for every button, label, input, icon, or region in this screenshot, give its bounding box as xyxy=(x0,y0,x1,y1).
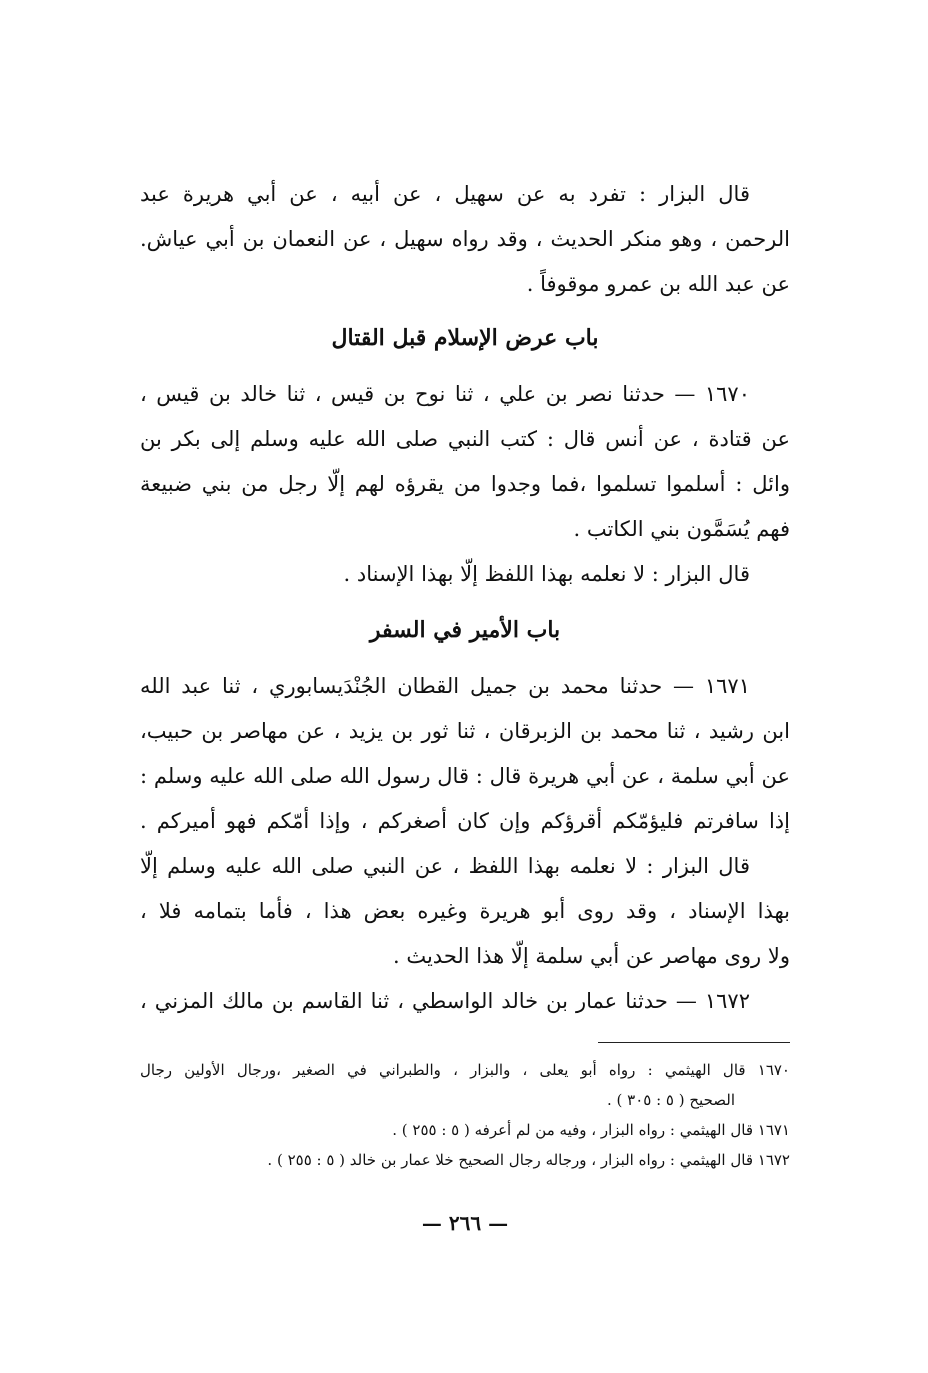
page-number: — ٢٦٦ — xyxy=(421,1211,509,1235)
hadith-1670-line-2: عن قتادة ، عن أنس قال : كتب النبي صلى الله عليه وسلم إلى بكر بن xyxy=(140,427,790,451)
footnote-1670-line-2: الصحيح ( ٥ : ٣٠٥ ) . xyxy=(606,1091,735,1109)
section-heading-1: باب عرض الإسلام قبل القتال xyxy=(331,325,599,351)
section-heading-2: باب الأمير في السفر xyxy=(369,617,561,643)
footnote-separator xyxy=(598,1042,790,1043)
intro-line-2: الرحمن ، وهو منكر الحديث ، وقد رواه سهيل ، عن النعمان بن أبي عياش. xyxy=(140,227,790,251)
footnote-1672: ١٦٧٢ قال الهيثمي : رواه البزار ، ورجاله رجال الصحيح خلا عمار بن خالد ( ٥ : ٢٥٥ ) . xyxy=(267,1151,790,1169)
intro-line-3: عن عبد الله بن عمرو موقوفاً . xyxy=(526,272,790,296)
bazzar-comment-1670: قال البزار : لا نعلمه بهذا اللفظ إلّا بهذا الإسناد . xyxy=(343,562,750,586)
hadith-1671-line-2: ابن رشيد ، ثنا محمد بن الزبرقان ، ثنا ثور بن يزيد ، عن مهاصر بن حبيب، xyxy=(140,719,790,743)
hadith-1672-line-1: ١٦٧٢ — حدثنا عمار بن خالد الواسطي ، ثنا القاسم بن مالك المزني ، xyxy=(140,989,750,1013)
intro-paragraph xyxy=(140,172,790,307)
hadith-1670-line-3: وائل : أسلموا تسلموا ،فما وجدوا من يقرؤه لهم إلّا رجل من بني ضبيعة xyxy=(140,472,790,496)
footnote-1670-line-1: ١٦٧٠ قال الهيثمي : رواه أبو يعلى ، والبزار ، والطبراني في الصغير ،ورجال الأولين رجال xyxy=(140,1061,790,1079)
bazzar-comment-1671-line-2: بهذا الإسناد ، وقد روى أبو هريرة وغيره بعض هذا ، فأما بتمامه فلا ، xyxy=(140,899,790,923)
bazzar-comment-1671-line-1: قال البزار : لا نعلمه بهذا اللفظ ، عن النبي صلى الله عليه وسلم إلّا xyxy=(140,854,750,878)
hadith-1671-line-1: ١٦٧١ — حدثنا محمد بن جميل القطان الجُنْدَيسابوري ، ثنا عبد الله xyxy=(140,674,750,698)
hadith-1670-line-4: فهم يُسَمَّون بني الكاتب . xyxy=(573,517,790,541)
footnote-1671: ١٦٧١ قال الهيثمي : رواه البزار ، وفيه من لم أعرفه ( ٥ : ٢٥٥ ) . xyxy=(392,1121,790,1139)
hadith-1670-line-1: ١٦٧٠ — حدثنا نصر بن علي ، ثنا نوح بن قيس ، ثنا خالد بن قيس ، xyxy=(140,382,750,406)
footnotes xyxy=(140,1055,790,1175)
intro-line-1: قال البزار : تفرد به عن سهيل ، عن أبيه ، عن أبي هريرة عبد xyxy=(140,182,750,206)
bazzar-comment-1671-line-3: ولا روى مهاصر عن أبي سلمة إلّا هذا الحديث . xyxy=(392,944,790,968)
hadith-1670 xyxy=(140,372,790,597)
hadith-1671-line-4: إذا سافرتم فليؤمّكم أقرؤكم وإن كان أصغركم ، وإذا أمّكم فهو أميركم . xyxy=(140,809,790,833)
hadith-1671-line-3: عن أبي سلمة ، عن أبي هريرة قال : قال رسول الله صلى الله عليه وسلم : xyxy=(140,764,790,788)
hadith-1671 xyxy=(140,664,790,1024)
